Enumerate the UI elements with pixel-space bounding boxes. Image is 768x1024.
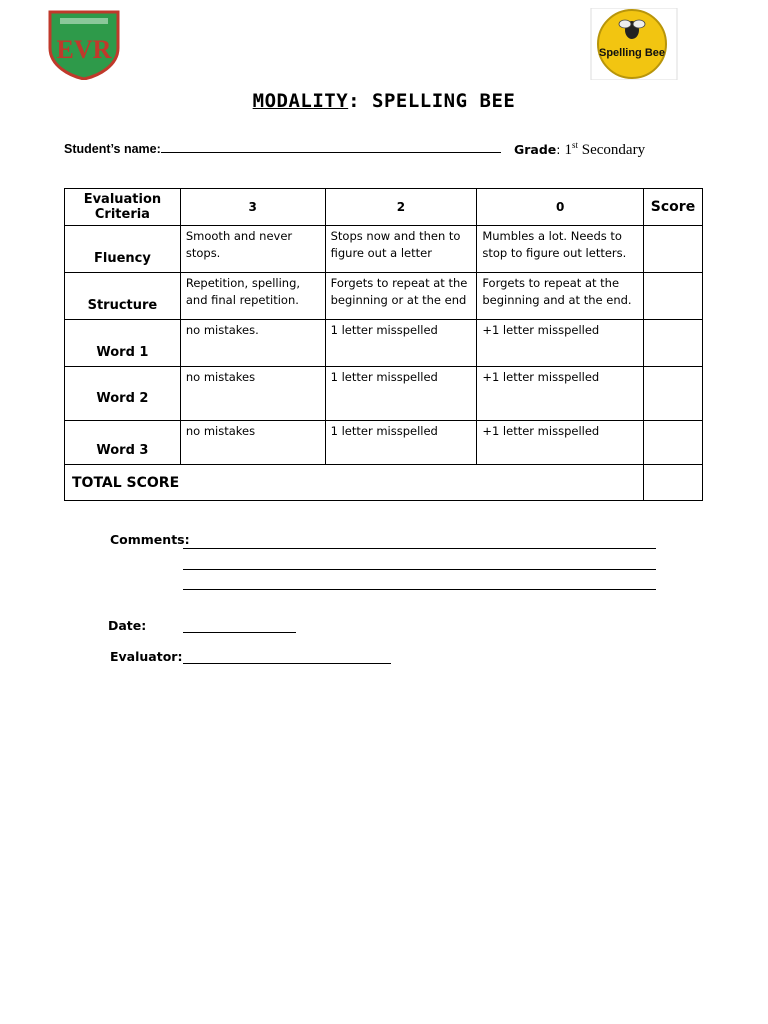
header-score: Score [644,189,703,226]
score-cell-structure[interactable] [644,273,703,320]
title-rest: : SPELLING BEE [348,90,516,112]
table-row [65,367,703,421]
date-field[interactable] [183,632,296,633]
criteria-word-2: Word 2 [65,367,181,421]
cell-word1-0: +1 letter misspelled [477,320,644,367]
criteria-structure: Structure [65,273,181,320]
cell-word3-3: no mistakes [180,421,325,465]
table-row [65,273,703,320]
evaluator-label: Evaluator: [110,649,183,664]
cell-fluency-3: Smooth and never stops. [180,226,325,273]
title-modality: MODALITY [252,90,349,112]
total-score-cell[interactable] [644,465,703,501]
rubric-table [64,188,703,501]
header-score-2: 2 [325,189,477,226]
score-cell-word-2[interactable] [644,367,703,421]
score-cell-word-3[interactable] [644,421,703,465]
cell-word2-2: 1 letter misspelled [325,367,477,421]
grade-label: Grade [514,142,557,157]
cell-word2-3: no mistakes [180,367,325,421]
svg-text:EVR: EVR [56,35,112,64]
grade-value: 1st Secondary [564,140,646,158]
comments-line-2[interactable] [183,569,656,570]
comments-line-1[interactable] [183,548,656,549]
page-title [0,90,768,112]
criteria-word-1: Word 1 [65,320,181,367]
comments-label: Comments: [110,532,190,547]
spelling-bee-logo [590,8,678,80]
grade-row: Grade: 1st Secondary [514,140,646,158]
date-label: Date: [108,618,147,633]
criteria-fluency: Fluency [65,226,181,273]
student-name-field[interactable] [161,140,501,153]
total-score-label: TOTAL SCORE [65,465,644,501]
header-score-3: 3 [180,189,325,226]
total-row [65,465,703,501]
score-cell-fluency[interactable] [644,226,703,273]
cell-word3-0: +1 letter misspelled [477,421,644,465]
cell-structure-2: Forgets to repeat at the beginning or at the end [325,273,477,320]
cell-structure-3: Repetition, spelling, and final repetition. [180,273,325,320]
table-row [65,421,703,465]
table-header-row [65,189,703,226]
student-name-row [64,140,501,156]
svg-text:Spelling Bee: Spelling Bee [598,47,666,59]
criteria-word-3: Word 3 [65,421,181,465]
cell-fluency-0: Mumbles a lot. Needs to stop to figure out letters. [477,226,644,273]
student-name-label: Student’s name: [64,142,161,156]
cell-word1-3: no mistakes. [180,320,325,367]
cell-word3-2: 1 letter misspelled [325,421,477,465]
cell-word1-2: 1 letter misspelled [325,320,477,367]
evaluator-field[interactable] [183,663,391,664]
score-cell-word-1[interactable] [644,320,703,367]
cell-structure-0: Forgets to repeat at the beginning and at the end. [477,273,644,320]
table-row [65,226,703,273]
cell-word2-0: +1 letter misspelled [477,367,644,421]
comments-line-3[interactable] [183,589,656,590]
header-score-0: 0 [477,189,644,226]
cell-fluency-2: Stops now and then to figure out a letter [325,226,477,273]
header-criteria: Evaluation Criteria [65,189,181,226]
table-row [65,320,703,367]
school-shield-logo [46,8,122,80]
